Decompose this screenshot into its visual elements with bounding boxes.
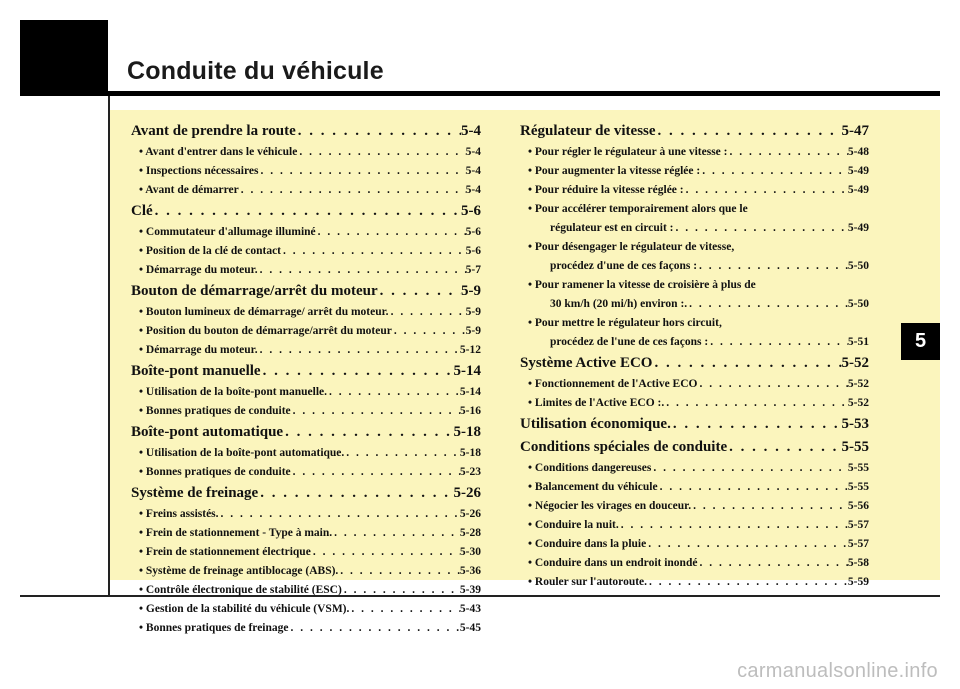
toc-entry-label: • Pour augmenter la vitesse réglée : xyxy=(528,165,701,177)
toc-entry-label: • Conduire dans la pluie xyxy=(528,538,647,550)
toc-leader-dots xyxy=(684,181,848,200)
toc-subentry[interactable] xyxy=(520,516,869,535)
toc-page-number: 5-50 xyxy=(847,260,869,272)
toc-entry-label: • Démarrage du moteur. xyxy=(139,344,258,356)
toc-subentry[interactable] xyxy=(131,463,481,482)
toc-page-number: 5-55 xyxy=(847,481,869,493)
toc-leader-dots xyxy=(697,375,847,394)
toc-leader-dots xyxy=(258,162,465,181)
toc-page-number: 5-14 xyxy=(453,363,481,379)
toc-subentry[interactable] xyxy=(520,276,869,295)
toc-page-number: 5-4 xyxy=(465,165,481,177)
toc-subentry[interactable] xyxy=(131,524,481,543)
toc-entry-label: • Frein de stationnement électrique xyxy=(139,546,311,558)
toc-page-number: 5-59 xyxy=(847,576,869,588)
toc-leader-dots xyxy=(289,619,460,638)
toc-subentry[interactable] xyxy=(131,600,481,619)
toc-page-number: 5-23 xyxy=(459,466,481,478)
toc-entry-label: procédez de l'une de ces façons : xyxy=(550,336,709,348)
toc-leader-dots xyxy=(281,242,466,261)
toc-entry-label: • Frein de stationnement - Type à main. xyxy=(139,527,333,539)
toc-leader-dots xyxy=(651,459,848,478)
toc-entry-label: • Freins assistés. xyxy=(139,508,219,520)
toc-subentry[interactable] xyxy=(520,181,869,200)
toc-section-entry[interactable] xyxy=(131,120,481,143)
toc-subentry[interactable] xyxy=(520,459,869,478)
toc-section-entry[interactable] xyxy=(131,482,481,505)
toc-page-number: 5-56 xyxy=(847,500,869,512)
toc-leader-dots xyxy=(283,421,453,444)
toc-subentry-continuation[interactable] xyxy=(520,219,869,238)
toc-subentry[interactable] xyxy=(131,242,481,261)
toc-leader-dots xyxy=(727,436,841,459)
toc-page-number: 5-12 xyxy=(459,344,481,356)
toc-entry-label: • Balancement du véhicule xyxy=(528,481,658,493)
toc-subentry[interactable] xyxy=(131,143,481,162)
toc-leader-dots xyxy=(708,333,848,352)
toc-page-number: 5-50 xyxy=(847,298,869,310)
toc-page-number: 5-9 xyxy=(465,306,481,318)
toc-leader-dots xyxy=(311,543,460,562)
toc-entry-label: • Utilisation de la boîte-pont manuelle. xyxy=(139,386,328,398)
toc-page-number: 5-43 xyxy=(459,603,481,615)
toc-subentry[interactable] xyxy=(131,543,481,562)
toc-entry-label: procédez d'une de ces façons : xyxy=(550,260,698,272)
toc-leader-dots xyxy=(727,143,847,162)
toc-entry-label: • Négocier les virages en douceur. xyxy=(528,500,692,512)
toc-page-number: 5-26 xyxy=(453,485,481,501)
toc-entry-label: • Pour mettre le régulateur hors circuit, xyxy=(528,317,722,329)
toc-page-number: 5-49 xyxy=(847,165,869,177)
toc-page-number: 5-30 xyxy=(459,546,481,558)
toc-section-entry[interactable] xyxy=(131,360,481,383)
page-title: Conduite du véhicule xyxy=(127,57,384,85)
toc-page-number: 5-53 xyxy=(841,416,869,432)
toc-page-number: 5-55 xyxy=(847,462,869,474)
toc-entry-label: • Bonnes pratiques de conduite xyxy=(139,466,291,478)
toc-page-number: 5-9 xyxy=(465,325,481,337)
toc-subentry[interactable] xyxy=(520,497,869,516)
toc-page-number: 5-51 xyxy=(847,336,869,348)
toc-entry-label: • Bonnes pratiques de freinage xyxy=(139,622,289,634)
toc-leader-dots xyxy=(392,322,466,341)
toc-subentry-continuation[interactable] xyxy=(520,295,869,314)
toc-leader-dots xyxy=(338,562,460,581)
toc-entry-label: • Commutateur d'allumage illuminé xyxy=(139,226,316,238)
toc-section-entry[interactable] xyxy=(131,200,481,223)
toc-entry-label: • Conditions dangereuses xyxy=(528,462,652,474)
toc-leader-dots xyxy=(296,120,461,143)
toc-page-number: 5-52 xyxy=(847,378,869,390)
toc-page-number: 5-4 xyxy=(465,146,481,158)
toc-entry-label: • Conduire dans un endroit inondé xyxy=(528,557,698,569)
toc-leader-dots xyxy=(297,143,465,162)
toc-leader-dots xyxy=(664,394,848,413)
toc-entry-label: Clé xyxy=(131,203,153,219)
toc-subentry[interactable] xyxy=(131,303,481,322)
toc-section-entry[interactable] xyxy=(520,352,869,375)
toc-entry-label: Boîte-pont manuelle xyxy=(131,363,261,379)
toc-subentry[interactable] xyxy=(131,581,481,600)
toc-column-right xyxy=(520,120,869,592)
toc-subentry[interactable] xyxy=(520,143,869,162)
toc-entry-label: • Bonnes pratiques de conduite xyxy=(139,405,291,417)
toc-section-entry[interactable] xyxy=(131,280,481,303)
toc-subentry[interactable] xyxy=(520,200,869,219)
toc-leader-dots xyxy=(291,402,460,421)
toc-page-number: 5-49 xyxy=(847,184,869,196)
toc-subentry[interactable] xyxy=(131,562,481,581)
toc-entry-label: • Contrôle électronique de stabilité (ESC) xyxy=(139,584,342,596)
toc-entry-label: Boîte-pont automatique xyxy=(131,424,284,440)
toc-entry-label: • Pour réduire la vitesse réglée : xyxy=(528,184,684,196)
toc-entry-label: • Inspections nécessaires xyxy=(139,165,259,177)
toc-column-left xyxy=(131,120,481,638)
toc-page-number: 5-57 xyxy=(847,519,869,531)
toc-page-number: 5-45 xyxy=(459,622,481,634)
toc-entry-label: Système de freinage xyxy=(131,485,259,501)
title-underline-bar xyxy=(20,91,940,96)
toc-leader-dots xyxy=(674,219,848,238)
toc-page-number: 5-14 xyxy=(459,386,481,398)
toc-subentry[interactable] xyxy=(520,238,869,257)
toc-leader-dots xyxy=(344,444,460,463)
toc-page-number: 5-47 xyxy=(841,123,869,139)
toc-page-number: 5-6 xyxy=(465,245,481,257)
toc-entry-label: • Gestion de la stabilité du véhicule (VSM). xyxy=(139,603,350,615)
toc-page-number: 5-4 xyxy=(461,123,481,139)
toc-section-entry[interactable] xyxy=(520,120,869,143)
toc-subentry[interactable] xyxy=(520,573,869,592)
toc-subentry-continuation[interactable] xyxy=(520,333,869,352)
toc-entry-label: Avant de prendre la route xyxy=(131,123,296,139)
toc-leader-dots xyxy=(647,573,848,592)
toc-leader-dots xyxy=(349,600,460,619)
toc-leader-dots xyxy=(687,295,848,314)
header-black-block xyxy=(20,20,108,91)
toc-entry-label: Régulateur de vitesse xyxy=(520,123,656,139)
toc-leader-dots xyxy=(219,505,460,524)
toc-entry-label: • Position du bouton de démarrage/arrêt du moteur xyxy=(139,325,392,337)
toc-subentry[interactable] xyxy=(131,341,481,360)
toc-entry-label: • Démarrage du moteur. xyxy=(139,264,258,276)
toc-subentry[interactable] xyxy=(131,162,481,181)
toc-subentry[interactable] xyxy=(131,322,481,341)
toc-page-number: 5-6 xyxy=(465,226,481,238)
toc-leader-dots xyxy=(316,223,466,242)
toc-leader-dots xyxy=(619,516,848,535)
toc-leader-dots xyxy=(239,181,466,200)
toc-leader-dots xyxy=(697,554,847,573)
toc-page-number: 5-18 xyxy=(459,447,481,459)
toc-page-number: 5-52 xyxy=(847,397,869,409)
toc-leader-dots xyxy=(656,120,842,143)
margin-vertical-rule xyxy=(108,96,110,596)
toc-subentry-continuation[interactable] xyxy=(520,257,869,276)
toc-entry-label: • Conduire la nuit. xyxy=(528,519,619,531)
toc-page-number: 5-57 xyxy=(847,538,869,550)
toc-leader-dots xyxy=(291,463,460,482)
toc-entry-label: • Pour accélérer temporairement alors que le xyxy=(528,203,748,215)
toc-subentry[interactable] xyxy=(131,223,481,242)
toc-subentry[interactable] xyxy=(520,375,869,394)
toc-subentry[interactable] xyxy=(131,402,481,421)
toc-leader-dots xyxy=(153,200,461,223)
toc-page-number: 5-18 xyxy=(453,424,481,440)
toc-page-number: 5-48 xyxy=(847,146,869,158)
toc-leader-dots xyxy=(258,341,460,360)
toc-page-number: 5-49 xyxy=(847,222,869,234)
toc-leader-dots xyxy=(258,261,466,280)
toc-page-number: 5-4 xyxy=(465,184,481,196)
toc-entry-label: • Système de freinage antiblocage (ABS). xyxy=(139,565,339,577)
toc-leader-dots xyxy=(697,257,848,276)
toc-page-number: 5-36 xyxy=(459,565,481,577)
toc-entry-label: Conditions spéciales de conduite xyxy=(520,439,728,455)
toc-leader-dots xyxy=(700,162,848,181)
toc-subentry[interactable] xyxy=(520,554,869,573)
toc-subentry[interactable] xyxy=(520,162,869,181)
toc-subentry[interactable] xyxy=(520,478,869,497)
toc-page-number: 5-28 xyxy=(459,527,481,539)
toc-subentry[interactable] xyxy=(520,394,869,413)
toc-leader-dots xyxy=(342,581,460,600)
toc-leader-dots xyxy=(389,303,466,322)
toc-leader-dots xyxy=(332,524,460,543)
toc-entry-label: • Bouton lumineux de démarrage/ arrêt du moteur. xyxy=(139,306,389,318)
toc-page-number: 5-16 xyxy=(459,405,481,417)
toc-subentry[interactable] xyxy=(131,261,481,280)
toc-subentry[interactable] xyxy=(131,181,481,200)
toc-entry-label: régulateur est en circuit : xyxy=(550,222,674,234)
toc-leader-dots xyxy=(658,478,848,497)
toc-page-number: 5-39 xyxy=(459,584,481,596)
toc-entry-label: • Pour ramener la vitesse de croisière à plus de xyxy=(528,279,756,291)
toc-entry-label: 30 km/h (20 mi/h) environ :. xyxy=(550,298,688,310)
toc-leader-dots xyxy=(646,535,848,554)
chapter-tab[interactable]: 5 xyxy=(901,323,940,360)
toc-subentry[interactable] xyxy=(131,444,481,463)
toc-subentry[interactable] xyxy=(131,383,481,402)
toc-page-number: 5-26 xyxy=(459,508,481,520)
toc-leader-dots xyxy=(652,352,841,375)
toc-section-entry[interactable] xyxy=(520,413,869,436)
toc-entry-label: • Rouler sur l'autoroute. xyxy=(528,576,648,588)
toc-leader-dots xyxy=(691,497,848,516)
watermark: carmanualsonline.info xyxy=(737,660,938,682)
toc-entry-label: Bouton de démarrage/arrêt du moteur xyxy=(131,283,378,299)
toc-leader-dots xyxy=(671,413,842,436)
toc-section-entry[interactable] xyxy=(520,436,869,459)
toc-leader-dots xyxy=(261,360,454,383)
toc-entry-label: • Limites de l'Active ECO :. xyxy=(528,397,665,409)
toc-leader-dots xyxy=(258,482,453,505)
toc-subentry[interactable] xyxy=(520,314,869,333)
toc-subentry[interactable] xyxy=(131,619,481,638)
toc-entry-label: • Pour désengager le régulateur de vitesse, xyxy=(528,241,735,253)
toc-page-number: 5-52 xyxy=(841,355,869,371)
toc-leader-dots xyxy=(378,280,461,303)
toc-entry-label: • Pour régler le régulateur à une vitesse : xyxy=(528,146,728,158)
toc-entry-label: • Fonctionnement de l'Active ECO xyxy=(528,378,698,390)
toc-leader-dots xyxy=(327,383,460,402)
toc-entry-label: • Position de la clé de contact xyxy=(139,245,282,257)
toc-entry-label: • Utilisation de la boîte-pont automatique. xyxy=(139,447,345,459)
toc-page-number: 5-55 xyxy=(841,439,869,455)
toc-entry-label: • Avant de démarrer xyxy=(139,184,239,196)
toc-page-number: 5-6 xyxy=(461,203,481,219)
toc-section-entry[interactable] xyxy=(131,421,481,444)
toc-page-number: 5-9 xyxy=(461,283,481,299)
toc-subentry[interactable] xyxy=(131,505,481,524)
toc-entry-label: Système Active ECO xyxy=(520,355,653,371)
toc-entry-label: • Avant d'entrer dans le véhicule xyxy=(139,146,298,158)
toc-page-number: 5-58 xyxy=(847,557,869,569)
toc-entry-label: Utilisation économique. xyxy=(520,416,671,432)
toc-subentry[interactable] xyxy=(520,535,869,554)
toc-page-number: 5-7 xyxy=(465,264,481,276)
